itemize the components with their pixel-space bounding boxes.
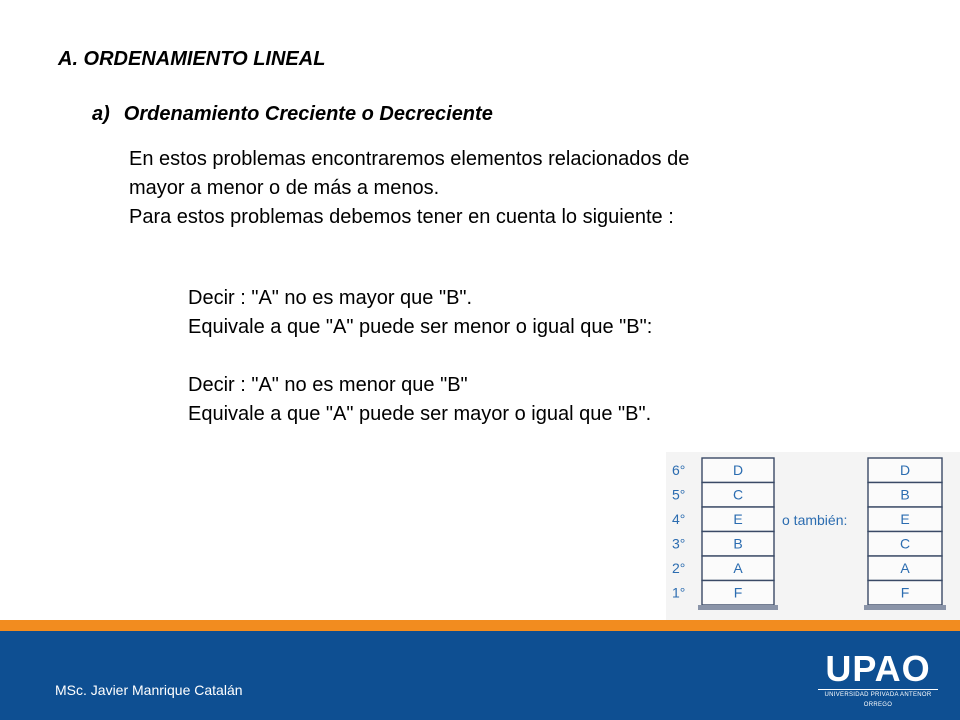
rules-block [188,284,652,429]
ordering-diagram [666,452,960,622]
right-stack-cell-label: D [899,462,911,478]
left-stack-cell-label: C [732,486,744,503]
left-stack-cell-label: F [733,584,743,601]
upao-logo [818,648,938,708]
logo-mark: UPAO [825,648,931,689]
right-stack-cell-label: C [899,535,911,552]
rule-2: Equivale a que "A" puede ser menor o igual que "B": [188,316,653,338]
position-label: 4° [672,511,686,527]
connector-label: o también: [782,512,848,528]
rule-4: Equivale a que "A" puede ser mayor o igual que "B". [188,403,652,425]
slide-title: A. ORDENAMIENTO LINEAL [58,48,326,70]
rule-1: Decir : "A" no es mayor que "B". [188,287,473,309]
left-stack-cell-label: A [733,560,743,576]
subtitle-text: Ordenamiento Creciente o Decreciente [123,103,493,125]
author-name: MSc. Javier Manrique Catalán [55,682,243,698]
position-label: 6° [672,462,686,478]
right-stack-cell-label: A [900,560,910,576]
right-stack-cell-label: B [900,486,910,503]
intro-line-1: En estos problemas encontraremos elementos relacionados de [129,148,690,170]
left-stack-cell-label: E [733,511,743,527]
position-label: 3° [672,535,686,552]
rule-spacer [188,342,652,371]
left-stack-cell-label: B [733,535,743,552]
footer-bar [0,631,960,720]
right-stack-cell-label: F [900,584,910,601]
logo-subtext: UNIVERSIDAD PRIVADA ANTENOR ORREGO [818,689,938,710]
intro-line-2: mayor a menor o de más a menos. [129,177,440,199]
left-stack-cell-label: D [732,462,744,478]
position-label: 1° [672,584,686,601]
position-label: 2° [672,560,686,576]
section-subtitle [92,103,493,126]
right-stack-base [864,605,946,610]
footer-accent-bar [0,620,960,631]
intro-paragraph [129,145,898,232]
right-stack-cell-label: E [900,511,910,527]
ordering-figure [666,452,960,622]
left-stack-base [698,605,778,610]
subtitle-marker: a) [92,103,110,125]
position-label: 5° [672,486,686,503]
intro-line-3: Para estos problemas debemos tener en cuenta lo siguiente : [129,206,674,228]
rule-3: Decir : "A" no es menor que "B" [188,374,468,396]
